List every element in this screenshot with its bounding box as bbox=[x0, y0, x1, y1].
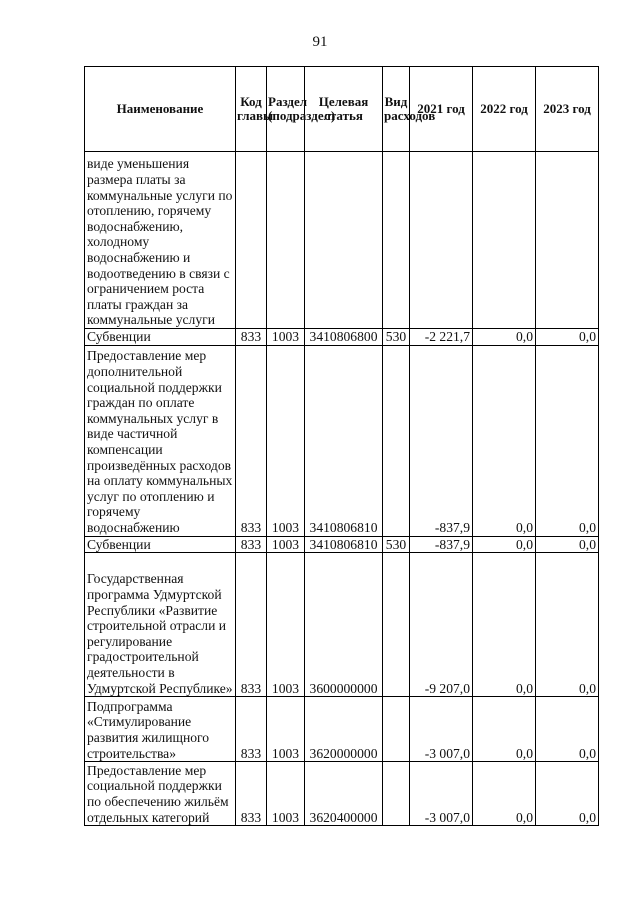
cell-target: 3410806810 bbox=[305, 536, 383, 553]
cell-2022 bbox=[473, 152, 536, 329]
header-type: Вид расходов bbox=[383, 67, 410, 152]
cell-code: 833 bbox=[236, 762, 267, 826]
cell-2021 bbox=[410, 152, 473, 329]
header-2023: 2023 год bbox=[536, 67, 599, 152]
cell-target: 3410806800 bbox=[305, 329, 383, 346]
cell-name: Государственная программа Удмуртской Республики «Развитие строительной отрасли и регулирование градостроительной деятельности в Удмуртской Республике» bbox=[85, 553, 236, 697]
cell-name: виде уменьшения размера платы за коммунальные услуги по отоплению, горячему водоснабжению, холодному водоснабжению и водоотведению в связи с ограничением роста платы граждан за коммунальные услуги bbox=[85, 152, 236, 329]
cell-target: 3410806810 bbox=[305, 345, 383, 536]
table-row bbox=[85, 152, 599, 329]
cell-section: 1003 bbox=[267, 345, 305, 536]
cell-type bbox=[383, 697, 410, 762]
cell-2023: 0,0 bbox=[536, 536, 599, 553]
cell-section: 1003 bbox=[267, 762, 305, 826]
cell-code: 833 bbox=[236, 697, 267, 762]
cell-name: Предоставление мер дополнительной социальной поддержки граждан по оплате коммунальных услуг в виде частичной компенсации произведённых расходов на оплату коммунальных услуг по отоплению и горячему водоснабжению bbox=[85, 345, 236, 536]
cell-code: 833 bbox=[236, 329, 267, 346]
header-2021: 2021 год bbox=[410, 67, 473, 152]
cell-2022: 0,0 bbox=[473, 553, 536, 697]
cell-target: 3620400000 bbox=[305, 762, 383, 826]
header-section: Раздел (подраздел) bbox=[267, 67, 305, 152]
cell-type: 530 bbox=[383, 536, 410, 553]
cell-section: 1003 bbox=[267, 697, 305, 762]
cell-2021: -2 221,7 bbox=[410, 329, 473, 346]
cell-2023 bbox=[536, 152, 599, 329]
cell-code: 833 bbox=[236, 553, 267, 697]
cell-2021: -837,9 bbox=[410, 345, 473, 536]
cell-name: Подпрограмма «Стимулирование развития жилищного строительства» bbox=[85, 697, 236, 762]
cell-target: 3620000000 bbox=[305, 697, 383, 762]
header-name: Наименование bbox=[85, 67, 236, 152]
page-number: 91 bbox=[312, 34, 328, 50]
cell-type bbox=[383, 152, 410, 329]
table-row bbox=[85, 697, 599, 762]
cell-code: 833 bbox=[236, 536, 267, 553]
table-header-row bbox=[85, 67, 599, 152]
cell-type bbox=[383, 345, 410, 536]
cell-section: 1003 bbox=[267, 329, 305, 346]
cell-code bbox=[236, 152, 267, 329]
table-row bbox=[85, 345, 599, 536]
cell-target bbox=[305, 152, 383, 329]
cell-type bbox=[383, 762, 410, 826]
header-code: Код главы bbox=[236, 67, 267, 152]
header-2022: 2022 год bbox=[473, 67, 536, 152]
cell-2021: -3 007,0 bbox=[410, 762, 473, 826]
cell-name: Субвенции bbox=[85, 329, 236, 346]
cell-name: Субвенции bbox=[85, 536, 236, 553]
cell-2023: 0,0 bbox=[536, 329, 599, 346]
cell-2023: 0,0 bbox=[536, 553, 599, 697]
cell-type: 530 bbox=[383, 329, 410, 346]
cell-2021: -3 007,0 bbox=[410, 697, 473, 762]
cell-target: 3600000000 bbox=[305, 553, 383, 697]
cell-2022: 0,0 bbox=[473, 536, 536, 553]
cell-type bbox=[383, 553, 410, 697]
cell-2021: -9 207,0 bbox=[410, 553, 473, 697]
cell-2023: 0,0 bbox=[536, 762, 599, 826]
cell-2022: 0,0 bbox=[473, 697, 536, 762]
cell-section bbox=[267, 152, 305, 329]
header-target: Целевая статья bbox=[305, 67, 383, 152]
table-row bbox=[85, 329, 599, 346]
table-row bbox=[85, 762, 599, 826]
cell-2022: 0,0 bbox=[473, 329, 536, 346]
table-row bbox=[85, 536, 599, 553]
cell-2021: -837,9 bbox=[410, 536, 473, 553]
cell-section: 1003 bbox=[267, 553, 305, 697]
cell-2023: 0,0 bbox=[536, 697, 599, 762]
cell-code: 833 bbox=[236, 345, 267, 536]
cell-2022: 0,0 bbox=[473, 345, 536, 536]
cell-name: Предоставление мер социальной поддержки по обеспечению жильём отдельных категорий bbox=[85, 762, 236, 826]
table-row bbox=[85, 553, 599, 697]
cell-2022: 0,0 bbox=[473, 762, 536, 826]
cell-2023: 0,0 bbox=[536, 345, 599, 536]
budget-table bbox=[84, 66, 599, 826]
cell-section: 1003 bbox=[267, 536, 305, 553]
